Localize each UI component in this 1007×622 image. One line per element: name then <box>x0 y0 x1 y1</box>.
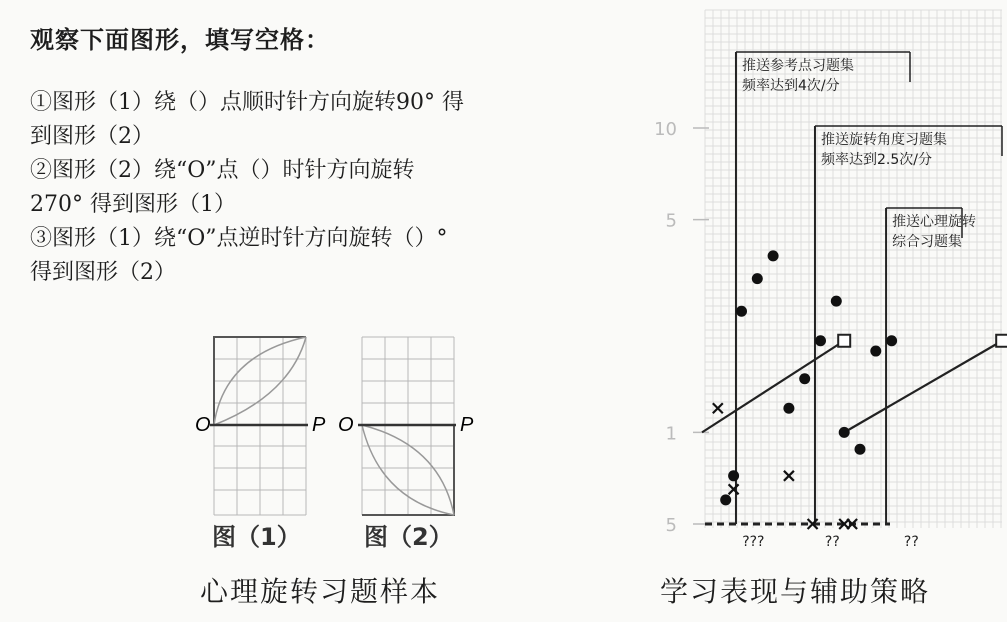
question-line: 到图形（2） <box>30 124 154 149</box>
annotation-line2: 综合习题集 <box>892 234 963 250</box>
point-p-label: P <box>460 414 474 436</box>
data-point-dot <box>815 335 826 346</box>
annotation-line2: 频率达到4次/分 <box>741 78 840 94</box>
data-point-dot <box>720 494 731 505</box>
y-tick-label: 10 <box>654 119 677 140</box>
data-point-dot <box>855 444 866 455</box>
question-line: 270° 得到图形（1） <box>30 192 236 217</box>
annotation-line2: 频率达到2.5次/分 <box>820 152 932 168</box>
question-line: ①图形（1）绕（）点顺时针方向旋转90° 得 <box>30 90 464 115</box>
data-point-dot <box>768 250 779 261</box>
figure-2 <box>338 337 474 551</box>
point-o-label: O <box>195 414 211 436</box>
left-caption: 心理旋转习题样本 <box>200 575 441 608</box>
annotation-line1: 推送心理旋转 <box>892 214 977 230</box>
point-o-label: O <box>338 414 354 436</box>
aim-marker <box>838 335 850 347</box>
annotation-line1: 推送参考点习题集 <box>741 58 854 74</box>
data-point-dot <box>736 306 747 317</box>
chart-svg <box>650 0 1007 560</box>
question-line: 得到图形（2） <box>30 260 176 285</box>
x-label: ??? <box>742 534 765 550</box>
data-point-dot <box>752 273 763 284</box>
question-line: ③图形（1）绕“O”点逆时针方向旋转（）° <box>30 226 448 251</box>
point-p-label: P <box>312 414 326 436</box>
data-point-dot <box>886 335 897 346</box>
y-tick-label: 1 <box>665 423 677 445</box>
question-body <box>30 86 464 290</box>
question-title: 观察下面图形，填写空格： <box>30 26 330 54</box>
data-point-dot <box>839 427 850 438</box>
annotation-line1: 推送旋转角度习题集 <box>820 132 947 148</box>
data-point-dot <box>831 296 842 307</box>
data-point-dot <box>870 346 881 357</box>
y-tick-label: 5 <box>665 210 677 232</box>
x-label: ?? <box>824 534 840 550</box>
figure-1 <box>195 337 326 551</box>
data-point-dot <box>799 373 810 384</box>
data-point-dot <box>728 470 739 481</box>
right-caption: 学习表现与辅助策略 <box>660 575 931 608</box>
data-point-dot <box>783 403 794 414</box>
y-tick-label: 5 <box>665 515 677 536</box>
chart-panel <box>650 0 1007 622</box>
figure-2-caption: 图（2） <box>364 523 453 551</box>
question-line: ②图形（2）绕“O”点（）时针方向旋转 <box>30 158 415 183</box>
aim-marker <box>996 335 1007 347</box>
figure-1-caption: 图（1） <box>212 523 301 551</box>
x-label: ?? <box>903 534 919 550</box>
